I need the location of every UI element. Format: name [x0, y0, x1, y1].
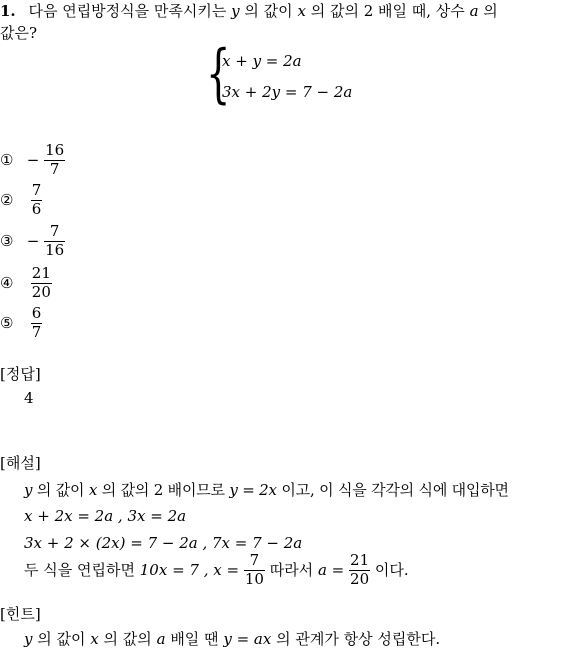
choice-marker: ①	[0, 150, 14, 169]
answer-value: 4	[24, 389, 34, 407]
question-text-part: 의 값의 2 배일 때, 상수	[310, 2, 465, 20]
choice-marker: ②	[0, 190, 14, 209]
explanation-text: 두 식을 연립하면	[24, 560, 135, 579]
explanation-text: 의 값이	[36, 481, 85, 499]
choice-fraction: $\frac{7}{6}$	[31, 181, 42, 218]
explanation-line-1	[24, 483, 509, 498]
math-expression: y = 2x	[229, 481, 277, 499]
question-text-part: 의 값이	[244, 2, 293, 20]
choice-marker: ③	[0, 231, 14, 250]
choice-1[interactable]	[0, 143, 65, 178]
choice-marker: ④	[0, 273, 14, 292]
explanation-text: 의 값의 2 배이므로	[101, 481, 225, 499]
math-expression: y = ax	[223, 630, 272, 648]
choice-sign: −	[26, 150, 40, 169]
explanation-text: 이다.	[374, 560, 409, 579]
choice-fraction: $\frac{21}{20}$	[31, 264, 51, 301]
choice-sign: −	[26, 231, 40, 250]
answer-label: [정답]	[0, 365, 41, 383]
explanation-fraction: $\frac{7}{10}$	[244, 551, 264, 588]
question-text-part: 의	[483, 2, 498, 20]
hint-text	[24, 632, 440, 647]
choice-fraction: $\frac{7}{16}$	[45, 222, 65, 259]
math-expression: a =	[317, 560, 345, 579]
system-equation-1: x + y = 2a	[222, 52, 302, 70]
question-line-2: 값은?	[0, 24, 38, 42]
hint-text-part: 배일 땐	[170, 630, 219, 648]
system-equation-2: 3x + 2y = 7 − 2a	[222, 83, 353, 101]
choice-fraction: $\frac{16}{7}$	[45, 141, 65, 178]
system-brace: {	[206, 37, 231, 111]
math-var: a	[469, 2, 479, 20]
hint-text-part: 의 값이	[37, 630, 86, 648]
question-line-1	[0, 4, 498, 19]
math-var: y	[24, 481, 33, 499]
choice-3[interactable]	[0, 224, 65, 259]
choice-5[interactable]	[0, 306, 42, 341]
question-number: 1.	[0, 2, 16, 20]
hint-label: [힌트]	[0, 605, 41, 623]
question-text-part: 다음 연립방정식을 만족시키는	[28, 2, 227, 20]
hint-text-part: 의 값의	[103, 630, 152, 648]
choice-2[interactable]	[0, 183, 42, 218]
explanation-line-2: x + 2x = 2a , 3x = 2a	[24, 507, 187, 525]
explanation-text: 이고, 이 식을 각각의 식에 대입하면	[281, 481, 509, 499]
choice-fraction: $\frac{6}{7}$	[31, 304, 42, 341]
math-expression: 10x = 7 , x =	[139, 560, 240, 579]
math-var: x	[88, 481, 98, 499]
explanation-line-4	[24, 553, 409, 588]
explanation-line-3: 3x + 2 × (2x) = 7 − 2a , 7x = 7 − 2a	[24, 534, 303, 552]
explanation-fraction: $\frac{21}{20}$	[350, 551, 370, 588]
math-var: y	[231, 2, 240, 20]
math-var: x	[297, 2, 306, 20]
math-var: y	[24, 630, 33, 648]
choice-marker: ⑤	[0, 313, 14, 332]
explanation-label: [해설]	[0, 454, 41, 472]
choice-4[interactable]	[0, 266, 52, 301]
math-var: x	[90, 630, 99, 648]
explanation-text: 따라서	[269, 560, 314, 579]
math-var: a	[156, 630, 166, 648]
hint-text-part: 의 관계가 항상 성립한다.	[276, 630, 441, 648]
